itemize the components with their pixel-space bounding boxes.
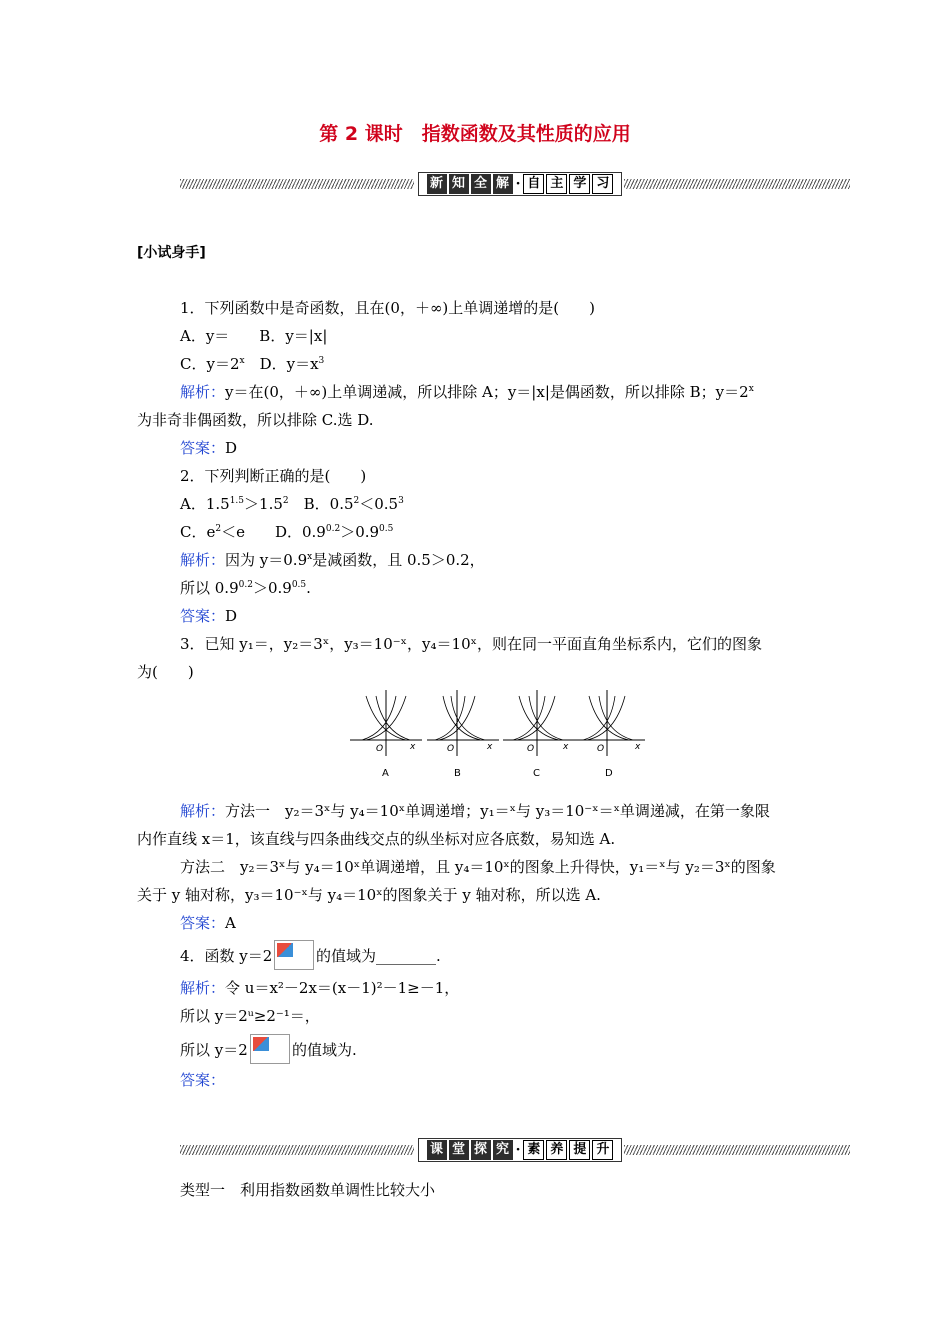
analysis-label: 解析： (180, 979, 226, 997)
banner-char: 堂 (449, 1140, 469, 1160)
q4-analysis-2: 所以 y＝2ᵘ≥2⁻¹＝， (180, 1007, 320, 1025)
analysis-label: 解析： (180, 383, 226, 401)
banner-dot: · (515, 176, 521, 192)
q3-method2: 方法二 y₂＝3ˣ与 y₄＝10ˣ单调递增，且 y₄＝10ˣ的图象上升得快，y₁＝ˣ与 y₂＝3ˣ的图象 (180, 858, 776, 876)
answer-label: 答案： (180, 914, 226, 932)
answer-label: 答案： (180, 439, 226, 457)
banner-char: 知 (449, 174, 469, 194)
graph-option-b (427, 690, 499, 779)
answer-label: 答案： (180, 607, 226, 625)
q4-stem-a: 4．函数 y＝2 (180, 947, 273, 965)
banner-label (418, 172, 622, 196)
q4-answer (180, 1070, 225, 1090)
q1-options-cd: C．$y=2^x$ D．$y=x^3$ (180, 355, 325, 373)
q3-analysis-cont: 内作直线 x＝1，该直线与四条曲线交点的纵坐标对应各底数，易知选 A. (137, 830, 616, 848)
graph-option-a (350, 690, 422, 779)
q3-method2-cont: 关于 y 轴对称，y₃＝10⁻ˣ与 y₄＝10ˣ的图象关于 y 轴对称，所以选 A. (137, 886, 601, 904)
q1-answer: 答案：D (180, 439, 238, 457)
banner-char: 解 (493, 174, 513, 194)
q3-stem-cont: 为( ) (137, 663, 194, 681)
graph-option-d (575, 690, 645, 779)
graph-option-c (503, 690, 575, 779)
svg-text:x: x (410, 742, 416, 752)
hatch-decoration (624, 1145, 850, 1155)
analysis-label: 解析： (180, 551, 226, 569)
svg-text:O: O (376, 744, 384, 754)
type-heading: 类型一 利用指数函数单调性比较大小 (180, 1181, 436, 1199)
q2-stem: 2．下列判断正确的是( ) (180, 467, 367, 485)
q3-answer: 答案：A (180, 914, 236, 932)
q2-analysis: 解析：因为 $y=0.9^x$是减函数，且 0.5＞0.2， (180, 551, 485, 569)
banner-char: 主 (546, 174, 567, 194)
banner-dot: · (515, 1142, 521, 1158)
banner-char: 养 (546, 1140, 567, 1160)
section-label: [小试身手] (137, 245, 206, 261)
svg-text:D: D (605, 768, 613, 779)
banner-char: 全 (471, 174, 491, 194)
q3-graphs-figure (345, 686, 645, 786)
page-title: 第 2 课时 指数函数及其性质的应用 (319, 123, 631, 145)
q4-analysis-3b: 的值域为. (292, 1041, 357, 1059)
q2-answer: 答案：D (180, 607, 238, 625)
q1-options-ab: A．y＝ B．y＝|x| (180, 327, 328, 345)
banner-char: 素 (523, 1140, 544, 1160)
q2-options-ab: A．$1.5^{1.5}>1.5^2$ B．$0.5^2<0.5^3$ (180, 495, 404, 513)
q2-analysis-cont: 所以 $0.9^{0.2}>0.9^{0.5}$. (180, 579, 311, 597)
section-banner-xinzhi (180, 172, 850, 196)
banner-char: 究 (493, 1140, 513, 1160)
svg-text:O: O (447, 744, 455, 754)
q4-analysis: 解析：令 u＝x²－2x＝(x－1)²－1≥－1， (180, 979, 460, 997)
svg-text:C: C (533, 768, 540, 779)
q3-stem: 3．已知 y₁＝，y₂＝3ˣ，y₃＝10⁻ˣ，y₄＝10ˣ，则在同一平面直角坐标系内，它们的图象 (180, 635, 762, 653)
answer-label: 答案： (180, 1071, 226, 1089)
svg-text:A: A (382, 768, 389, 779)
q1-stem: 1．下列函数中是奇函数，且在(0，＋∞)上单调递增的是( ) (180, 299, 595, 317)
q1-analysis-cont: 为非奇非偶函数，所以排除 C.选 D. (137, 411, 374, 429)
formula-image (250, 1034, 290, 1064)
svg-text:B: B (454, 768, 461, 779)
banner-char: 升 (592, 1140, 613, 1160)
hatch-decoration (180, 179, 414, 189)
banner-char: 习 (592, 174, 613, 194)
q4-stem-b: 的值域为________. (316, 947, 441, 965)
svg-text:O: O (597, 744, 605, 754)
svg-text:x: x (563, 742, 569, 752)
q1-analysis: 解析：y＝在(0，＋∞)上单调递减，所以排除 A；y＝|x|是偶函数，所以排除 B；$y=2^x$ (180, 383, 754, 401)
hatch-decoration (624, 179, 850, 189)
q3-analysis: 解析：方法一 y₂＝3ˣ与 y₄＝10ˣ单调递增；y₁＝ˣ与 y₃＝10⁻ˣ＝ˣ单调递减，在第一象限 (180, 802, 770, 820)
banner-char: 探 (471, 1140, 491, 1160)
svg-text:x: x (635, 742, 641, 752)
banner-char: 提 (569, 1140, 590, 1160)
banner-char: 学 (569, 174, 590, 194)
hatch-decoration (180, 1145, 414, 1155)
q4-analysis-3a: 所以 y＝2 (180, 1041, 248, 1059)
section-banner-ketang (180, 1138, 850, 1162)
svg-text:O: O (527, 744, 535, 754)
svg-text:x: x (487, 742, 493, 752)
banner-label (418, 1138, 622, 1162)
banner-char: 课 (427, 1140, 447, 1160)
formula-image (274, 940, 314, 970)
analysis-label: 解析： (180, 802, 226, 820)
q2-options-cd: C．$e^2<e$ D．$0.9^{0.2}>0.9^{0.5}$ (180, 523, 394, 541)
banner-char: 新 (427, 174, 447, 194)
banner-char: 自 (523, 174, 544, 194)
